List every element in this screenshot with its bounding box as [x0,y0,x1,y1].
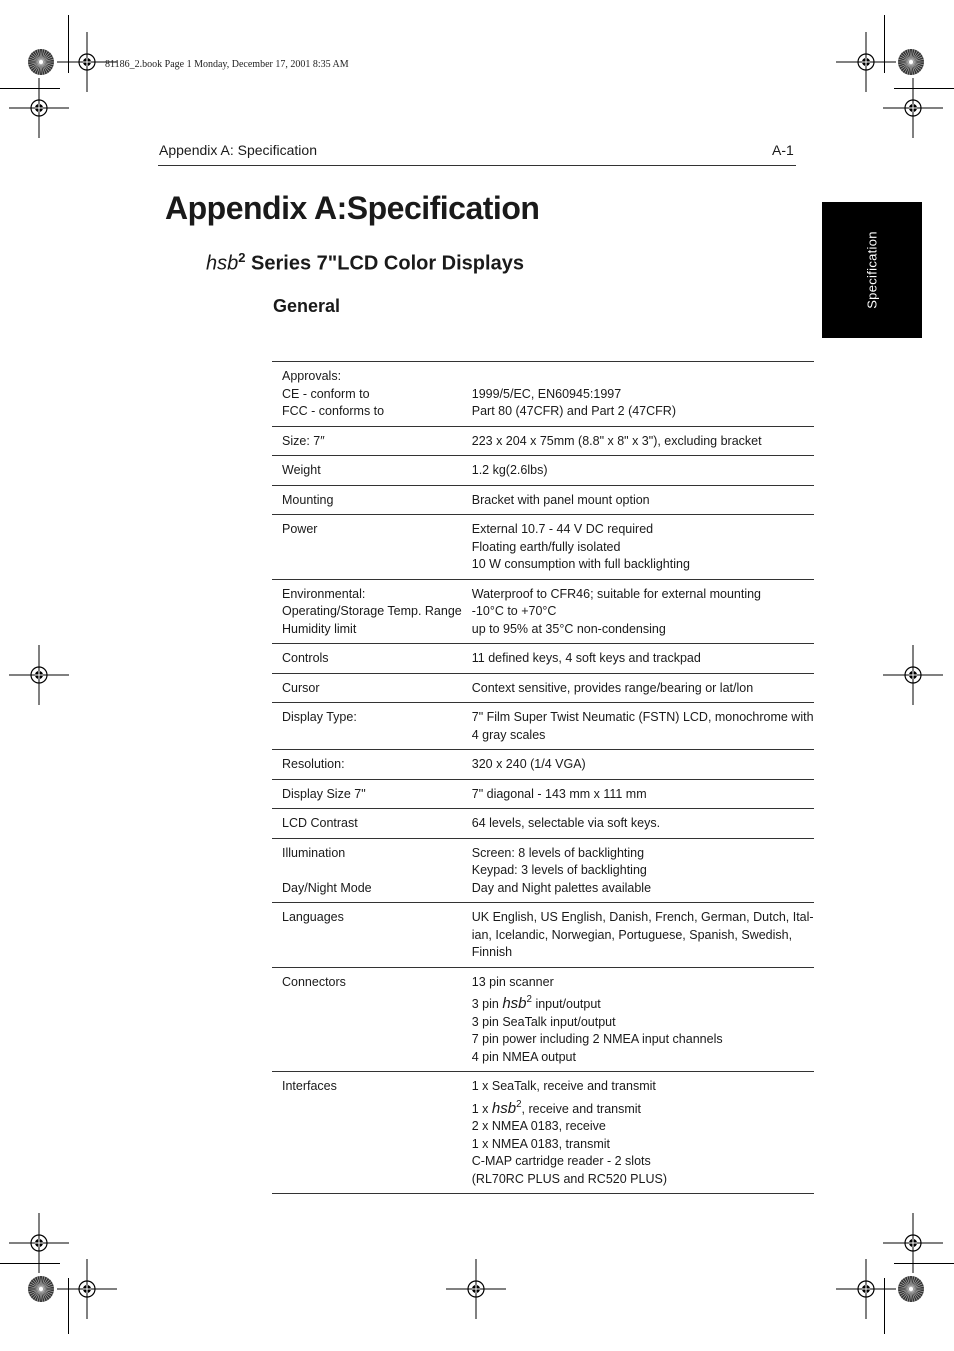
crop-line [0,88,60,89]
spec-value-line: 4 pin NMEA output [471,1049,576,1064]
spec-value-line [472,368,814,386]
spec-label [272,703,462,750]
spec-label [272,903,462,968]
spec-label-line: Illumination [282,845,346,860]
spec-label [272,1072,462,1194]
spec-row [272,903,814,968]
spec-row [272,579,814,644]
spec-value [462,838,814,903]
spec-value [462,485,814,515]
spec-label [272,967,462,1072]
crosshair-mark-icon [883,78,943,138]
side-thumb-tab [822,202,922,338]
spec-label-line: Interfaces [282,1079,337,1093]
spec-row [272,838,814,903]
side-tab-label: Specification [864,231,880,309]
spec-value-line: Keypad: 3 levels of backlighting [471,863,647,877]
spec-row [272,644,814,674]
spec-label-line: Controls [282,651,329,665]
spec-label-line: Size: 7″ [282,433,325,448]
crop-line [884,1278,885,1334]
spec-value [462,750,814,780]
spec-value-line: 64 levels, selectable via soft keys. [471,816,661,830]
spec-value [462,456,814,486]
spec-label [272,456,462,486]
spec-value-line: 320 x 240 (1/4 VGA) [471,757,586,771]
spec-label [272,362,462,427]
spec-value [462,967,814,1072]
spec-value-line: ian, Icelandic, Norwegian, Portuguese, Spanish, Swedish, [471,927,793,942]
spec-value [462,515,814,580]
spec-label [272,673,462,703]
spec-label [272,515,462,580]
spec-row [272,456,814,486]
spec-row [272,750,814,780]
spec-value [462,703,814,750]
crop-line [884,15,885,73]
spec-value-line: up to 95% at 35°C non-condensing [471,621,666,636]
crop-line [68,1278,69,1334]
spec-label [272,644,462,674]
spec-label-line: Display Size 7" [282,786,366,801]
hsb-logo-text: hsb$^2$ [502,994,532,1012]
spec-value [462,903,814,968]
spec-value-line: Part 80 (47CFR) and Part 2 (47CFR) [471,404,676,418]
page-number: A-1 [772,142,794,158]
spec-label [272,579,462,644]
hsb-logo-text: hsb$^2$ [491,1098,522,1117]
spec-label-line: Resolution: [282,757,345,771]
spec-label [272,426,462,456]
spec-value-line: 3 pin SeaTalk input/output [471,1014,616,1029]
crop-line [894,88,954,89]
spec-value-line: UK English, US English, Danish, French, German, Dutch, Ital- [471,910,814,924]
spec-value-line: Floating earth/fully isolated [471,539,621,554]
crop-line [894,1263,954,1264]
spec-label-line: Approvals: [282,369,342,383]
crosshair-mark-icon [9,645,69,705]
spec-row [272,485,814,515]
spec-label [272,838,462,903]
spec-value-line: (RL70RC PLUS and RC520 PLUS) [471,1171,667,1186]
spec-label-line: FCC - conforms to [282,404,385,418]
spec-label-line: Environmental: [282,586,366,601]
spec-value-line: 2 x NMEA 0183, receive [471,1119,606,1133]
spec-label [272,809,462,839]
spec-value-line: Context sensitive, provides range/bearing or lat/lon [471,680,754,695]
crosshair-mark-icon [836,1259,896,1319]
spec-table [272,361,814,1194]
spec-label-line: LCD Contrast [282,816,358,830]
crosshair-mark-icon [446,1259,506,1319]
crosshair-mark-icon [9,78,69,138]
spec-row [272,515,814,580]
starburst-mark-icon [27,1275,55,1303]
crosshair-mark-icon [57,1259,117,1319]
hsb-superscript: 2 [238,250,246,265]
series-subtitle [206,250,524,276]
running-header-title: Appendix A: Specification [159,142,317,158]
spec-value-line: 1.2 kg(2.6lbs) [471,463,548,477]
spec-value-line: 10 W consumption with full backlighting [471,557,690,571]
starburst-mark-icon [897,48,925,76]
starburst-mark-icon [897,1275,925,1303]
spec-value [462,1072,814,1194]
spec-label [272,779,462,809]
spec-label-line: Humidity limit [282,621,357,636]
spec-value [462,809,814,839]
spec-label-line [282,862,462,880]
spec-value [462,673,814,703]
spec-value [462,579,814,644]
spec-value-line: 1 x NMEA 0183, transmit [471,1136,611,1151]
spec-label-line: Mounting [282,492,334,507]
spec-value-line: 7" diagonal - 143 mm x 111 mm [471,786,647,801]
spec-value-line: 1 x SeaTalk, receive and transmit [471,1079,656,1093]
hsb-logo-text: hsb [206,252,239,275]
spec-value-line: 1 x hsb$^2$, receive and transmit [471,1098,642,1117]
spec-value-line: Bracket with panel mount option [471,492,650,507]
spec-value-line: Day and Night palettes available [471,880,652,895]
spec-label-line: Languages [282,910,344,924]
spec-value-line: 7 pin power including 2 NMEA input channels [471,1032,723,1046]
spec-value-line: 223 x 204 x 75mm (8.8" x 8" x 3"), excluding bracket [471,433,762,448]
spec-row [272,426,814,456]
spec-row [272,809,814,839]
spec-row [272,1072,814,1194]
crop-line [68,15,69,73]
spec-label-line: Operating/Storage Temp. Range [282,604,462,618]
spec-value-line: Finnish [471,945,513,959]
page-title: Appendix A:Specification [165,190,540,226]
spec-value [462,362,814,427]
spec-row [272,967,814,1072]
spec-label-line: Display Type: [282,710,357,724]
print-info-line: 81186_2.book Page 1 Monday, December 17, 2001 8:35 AM [105,59,349,70]
section-heading: General [273,296,341,316]
spec-value [462,426,814,456]
spec-label-line: Day/Night Mode [282,880,372,895]
starburst-mark-icon [27,48,55,76]
spec-value-line: C-MAP cartridge reader - 2 slots [471,1154,651,1168]
spec-value-line: Waterproof to CFR46; suitable for external mounting [471,586,762,601]
header-rule [158,165,796,166]
spec-value-line: -10°C to +70°C [471,604,557,618]
spec-label-line: Weight [282,463,321,477]
spec-value-line: External 10.7 - 44 V DC required [471,522,654,536]
spec-value-line: 11 defined keys, 4 soft keys and trackpad [471,651,701,665]
spec-label-line: Connectors [282,974,346,989]
spec-label [272,750,462,780]
spec-value-line: 3 pin hsb$^2$ input/output [471,994,601,1012]
crosshair-mark-icon [883,645,943,705]
spec-row [272,779,814,809]
spec-value [462,644,814,674]
spec-value [462,779,814,809]
spec-value-line: 1999/5/EC, EN60945:1997 [471,386,622,401]
spec-row [272,673,814,703]
spec-label [272,485,462,515]
spec-row [272,362,814,427]
crop-line [0,1263,60,1264]
spec-label-line: Cursor [282,680,320,695]
spec-value-line: 13 pin scanner [471,974,554,989]
spec-value-line: 7" Film Super Twist Neumatic (FSTN) LCD, monochrome with 4 gray scales [471,710,814,742]
spec-label-line: CE - conform to [282,386,370,401]
subtitle-text: Series 7"LCD Color Displays [245,252,524,275]
spec-row [272,703,814,750]
spec-label-line: Power [282,522,318,536]
spec-value-line: Screen: 8 levels of backlighting [471,845,645,860]
